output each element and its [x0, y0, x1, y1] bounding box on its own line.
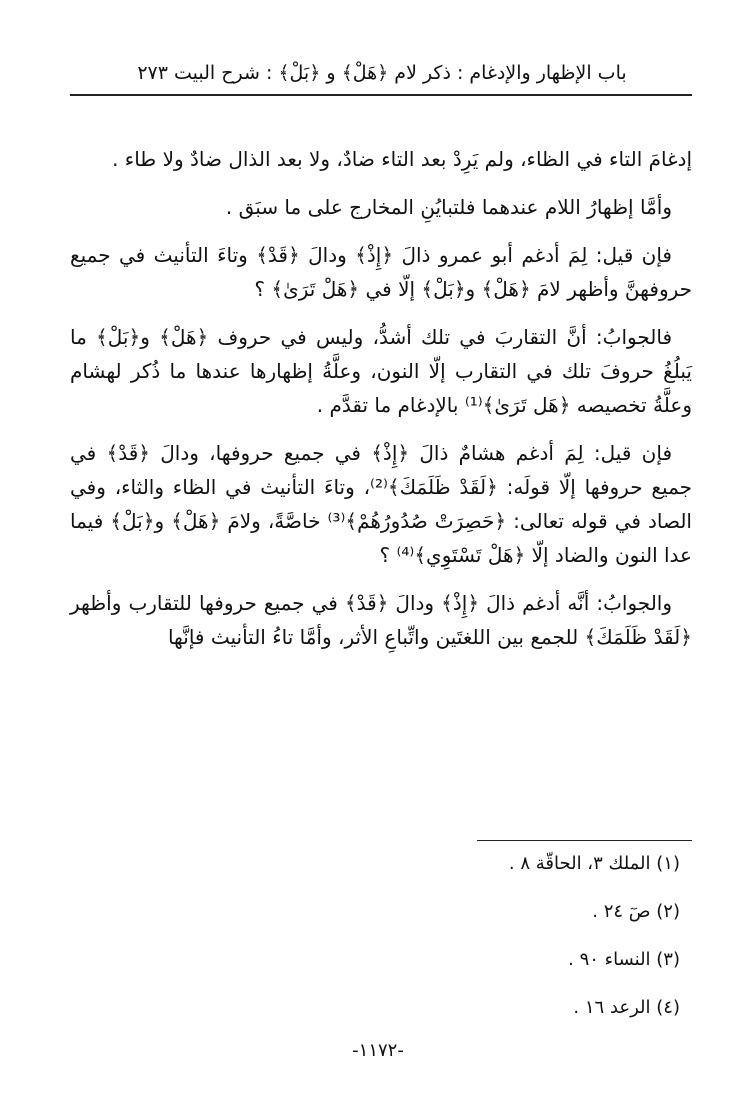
paragraph: والجوابُ: أنَّه أدغم ذالَ ﴿إِذْ﴾ ودالَ ﴿قَدْ﴾ في جميع حروفها للتقارب وأظهر ﴿لَقَدْ ظَلَمَكَ﴾ للجمع بين اللغتَين واتِّباعِ الأثر، وأمَّا تاءُ التأنيث فإنَّها — [70, 591, 692, 649]
footnote-item: (٤) الرعد ١٦ . — [573, 997, 680, 1018]
paragraph: فإن قيل: لِمَ أدغم أبو عمرو ذالَ ﴿إِذْ﴾ ودالَ ﴿قَدْ﴾ وتاءَ التأنيث في جميع حروفهنَّ وأظهر لامَ ﴿هَلْ﴾ و﴿بَلْ﴾ إلّا في ﴿هَلْ تَرَىٰ﴾ ؟ — [70, 243, 692, 301]
footnote-item: (٢) صٓ ٢٤ . — [592, 901, 680, 922]
footnotes — [300, 850, 680, 1042]
footnote-rule — [477, 840, 692, 841]
paragraph: وأمَّا إظهارُ اللام عندهما فلتبايُنِ المخارج على ما سبَق . — [225, 195, 672, 219]
footnote-item: (٣) النساء ٩٠ . — [568, 949, 680, 970]
main-text — [70, 142, 692, 668]
paragraph: إدغامَ التاء في الظاء، ولم يَرِدْ بعد التاء ضادٌ، ولا بعد الذال ضادٌ ولا طاء . — [112, 147, 692, 171]
paragraph: فالجوابُ: أنَّ التقاربَ في تلك أشدُّ، وليس في حروف ﴿هَلْ﴾ و﴿بَلْ﴾ ما يَبلُغُ حروفَ تلك في التقارب إلّا النون، وعلَّةُ إظهارها عندها ما ذُكر لهشام وعلَّةُ تخصيصه ﴿هَل تَرَىٰ﴾⁽¹⁾ بالإدغام ما تقدَّم . — [70, 325, 692, 417]
footnote-item: (١) الملك ٣، الحاقّة ٨ . — [508, 853, 680, 874]
header-rule — [70, 94, 692, 96]
page-number: -١١٧٢- — [352, 1040, 404, 1061]
paragraph: فإن قيل: لِمَ أدغم هشامٌ ذالَ ﴿إِذْ﴾ في جميع حروفها، ودالَ ﴿قَدْ﴾ في جميع حروفها إلّا قولَه: ﴿لَقَدْ ظَلَمَكَ﴾⁽²⁾، وتاءَ التأنيث في الظاء والثاء، وفي الصاد في قوله تعالى: ﴿حَصِرَتْ صُدُورُهُمْ﴾⁽³⁾ خاصَّةً، ولامَ ﴿هَلْ﴾ و﴿بَلْ﴾ فيما عدا النون والضاد إلّا ﴿هَلْ تَسْتَوِي﴾⁽⁴⁾ ؟ — [70, 441, 692, 567]
running-header: باب الإظهار والإدغام : ذكر لام ﴿هَلْ﴾ و ﴿بَلْ﴾ : شرح البيت ٢٧٣ — [137, 62, 627, 84]
